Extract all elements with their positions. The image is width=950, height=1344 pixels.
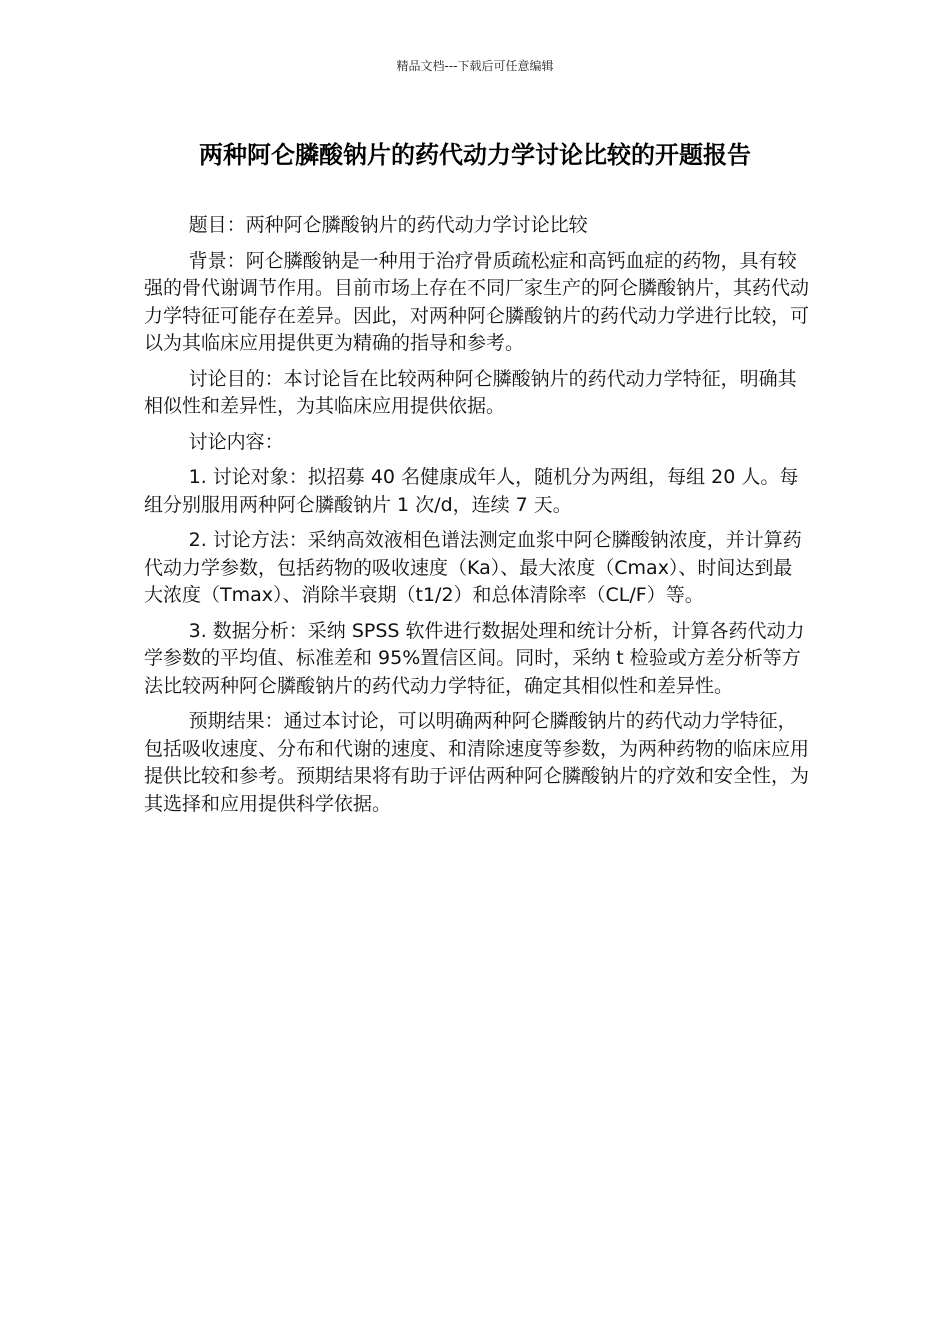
- paragraph-analysis: 3. 数据分析：采纳 SPSS 软件进行数据处理和统计分析，计算各药代动力学参数的平均值、标准差和 95%置信区间。同时，采纳 t 检验或方差分析等方法比较两种阿仑膦酸钠片的药代动力学特征，确定其相似性和差异性。: [144, 619, 805, 697]
- paragraph-expected-results: 预期结果：通过本讨论，可以明确两种阿仑膦酸钠片的药代动力学特征，包括吸收速度、分布和代谢的速度、和清除速度等参数，为两种药物的临床应用提供比较和参考。预期结果将有助于评估两种阿仑膦酸钠片的疗效和安全性，为其选择和应用提供科学依据。: [144, 710, 810, 815]
- paragraph-subjects: 1. 讨论对象：拟招募 40 名健康成年人，随机分为两组，每组 20 人。每组分别服用两种阿仑膦酸钠片 1 次/d，连续 7 天。: [144, 466, 799, 516]
- document-body: [144, 212, 809, 826]
- paragraph-purpose: 讨论目的：本讨论旨在比较两种阿仑膦酸钠片的药代动力学特征，明确其相似性和差异性，为其临床应用提供依据。: [144, 367, 797, 417]
- header-note: 精品文档---下载后可任意编辑: [396, 59, 554, 73]
- paragraph-content-heading: 讨论内容：: [188, 430, 284, 453]
- paragraph-background: 背景：阿仑膦酸钠是一种用于治疗骨质疏松症和高钙血症的药物，具有较强的骨代谢调节作用。目前市场上存在不同厂家生产的阿仑膦酸钠片，其药代动力学特征可能存在差异。因此，对两种阿仑膦酸钠片的药代动力学进行比较，可以为其临床应用提供更为精确的指导和参考。: [144, 249, 810, 354]
- paragraph-topic: 题目：两种阿仑膦酸钠片的药代动力学讨论比较: [188, 214, 588, 236]
- document-title: 两种阿仑膦酸钠片的药代动力学讨论比较的开题报告: [199, 141, 751, 169]
- paragraph-methods: 2. 讨论方法：采纳高效液相色谱法测定血浆中阿仑膦酸钠浓度，并计算药代动力学参数，包括药物的吸收速度（Ka）、最大浓度（Cmax）、时间达到最大浓度（Tmax）、消除半衰期（t1/2）和总体清除率（CL/F）等。: [144, 529, 802, 606]
